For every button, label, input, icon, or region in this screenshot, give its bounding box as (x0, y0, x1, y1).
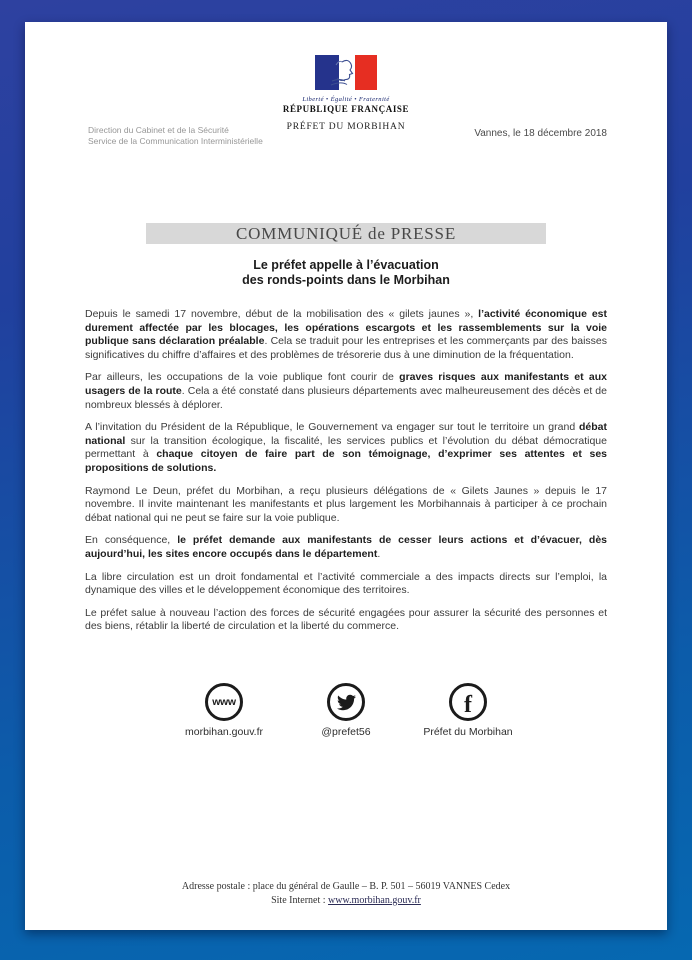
facebook-icon: f (449, 683, 487, 721)
facebook-link[interactable] (407, 683, 529, 738)
website-label: morbihan.gouv.fr (184, 726, 263, 738)
logo-republique-francaise: RÉPUBLIQUE FRANÇAISE (282, 104, 410, 114)
service-line-1: Direction du Cabinet et de la Sécurité (88, 125, 229, 135)
paragraph: En conséquence, le préfet demande aux manifestants de cesser leurs actions et d’évacuer, dès aujourd’hui, les sites encore occupés dans le département. (85, 534, 608, 560)
paragraph: La libre circulation est un droit fondamental et l’activité commerciale a des impacts directs sur l’emploi, la dynamique des villes et le développement économique des territoires. (85, 570, 607, 597)
republique-francaise-logo (25, 55, 667, 132)
service-line-2: Service de la Communication Interministérielle (88, 136, 263, 146)
paragraph: A l’invitation du Président de la République, le Gouvernement va engager sur tout le territoire un grand débat national sur la transition écologique, la fiscalité, les services publics et l’évolution du débat démocratique permettant à chaque citoyen de faire part de son témoignage, d’exprimer ses attentes et ses propositions de solutions. (85, 421, 607, 474)
twitter-link[interactable] (285, 683, 407, 738)
website-link[interactable] (163, 683, 285, 738)
footer (25, 880, 667, 908)
facebook-page-name: Préfet du Morbihan (423, 726, 513, 738)
internet-site-line (25, 894, 667, 908)
site-prefix: Site Internet : (271, 895, 329, 906)
paragraph: Raymond Le Deun, préfet du Morbihan, a reçu plusieurs délégations de « Gilets Jaunes » depuis le 17 novembre. Il invite maintenant les manifestants et plus largement les Morbihannais à participer à ce prochain débat national qui ne peut se faire sur la voie publique. (85, 484, 607, 524)
press-release-page (25, 22, 667, 930)
postal-address: Adresse postale : place du général de Gaulle – B. P. 501 – 56019 VANNES Cedex (181, 881, 511, 892)
header-row (88, 125, 607, 147)
social-links-row (25, 683, 667, 738)
logo-prefet-du-morbihan: PRÉFET DU MORBIHAN (286, 122, 406, 132)
press-body (85, 308, 607, 643)
title-line-2: des ronds-points dans le Morbihan (242, 273, 450, 287)
dateline: Vannes, le 18 décembre 2018 (474, 128, 607, 139)
website-url-link[interactable]: www.morbihan.gouv.fr (328, 895, 421, 906)
paragraph: Le préfet salue à nouveau l’action des forces de sécurité engagées pour assurer la sécurité des personnes et des biens, rétablir la liberté de circulation et la liberté du commerce. (85, 606, 607, 633)
issuing-service (88, 125, 263, 147)
paragraph: Depuis le samedi 17 novembre, début de la mobilisation des « gilets jaunes », l’activité économique est durement affectée par les blocages, les opérations escargots et les rassemblements sur la voie publique sans déclaration préalable. Cela se traduit pour les entreprises et les commerçants par des baisses significatives du chiffre d’affaires et des problèmes de trésorerie dus à une diminution de la fréquentation. (85, 308, 607, 361)
twitter-handle: @prefet56 (321, 726, 371, 738)
logo-motto: Liberté • Égalité • Fraternité (302, 96, 390, 103)
title-line-1: Le préfet appelle à l’évacuation (253, 258, 439, 272)
twitter-icon (327, 683, 365, 721)
paragraph: Par ailleurs, les occupations de la voie publique font courir de graves risques aux manifestants et aux usagers de la route. Cela a été constaté dans plusieurs départements avec malheureusement des décès et de nombreux blessés à déplorer. (85, 371, 607, 411)
press-release-title (25, 258, 667, 288)
communique-banner: COMMUNIQUÉ de PRESSE (146, 223, 546, 244)
www-icon: www (205, 683, 243, 721)
french-flag-marianne-icon (315, 55, 377, 90)
